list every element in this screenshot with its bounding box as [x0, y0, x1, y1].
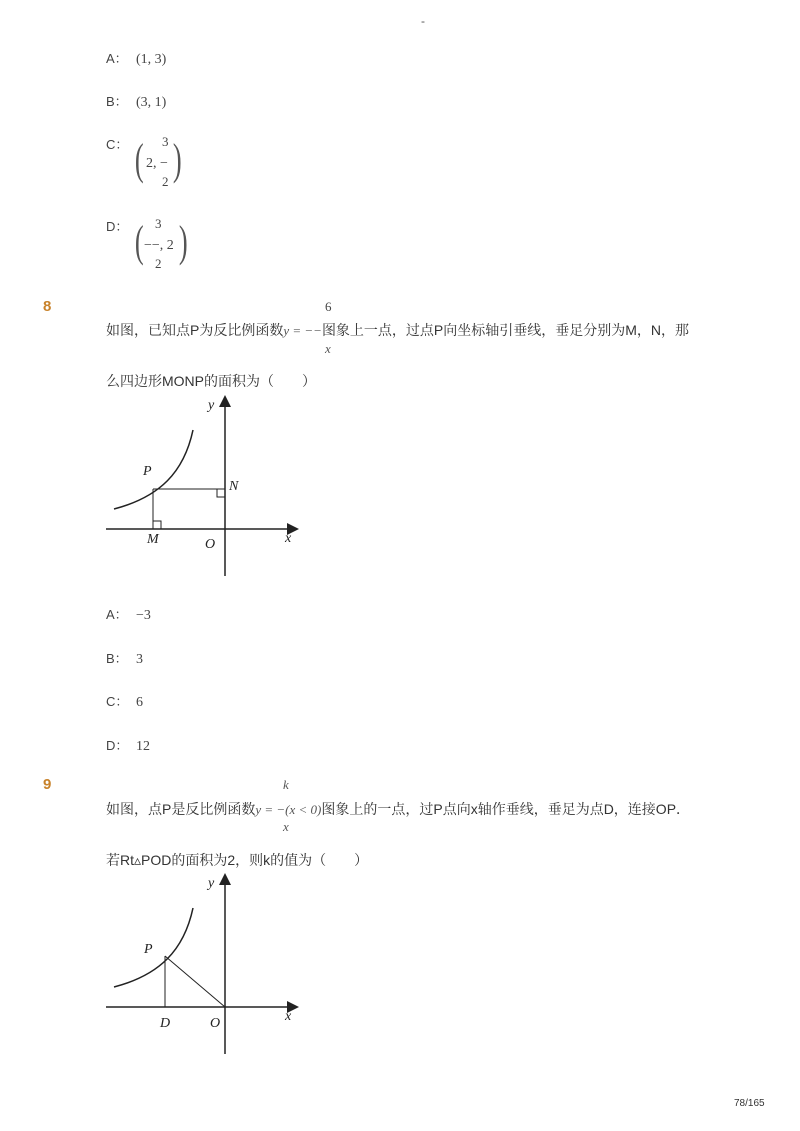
q9-text-prefix: 如图，点P是反比例函数 — [106, 801, 256, 817]
option-a-prev[interactable] — [106, 48, 166, 68]
q9-fraction-denominator: x — [283, 819, 289, 834]
label-m: M — [147, 532, 159, 547]
q8-option-d[interactable] — [106, 735, 150, 755]
q9-text-suffix: 图象上的一点，过P点向x轴作垂线，垂足为点D，连接OP． — [321, 801, 691, 817]
page-number: 78/165 — [734, 1098, 765, 1109]
option-letter: D： — [106, 738, 129, 753]
q8-fraction-denominator: x — [325, 341, 331, 356]
q9-text-line1 — [106, 799, 690, 819]
label-n: N — [229, 479, 239, 494]
option-letter: A： — [106, 607, 128, 622]
label-y: y — [208, 876, 215, 891]
q8-figure — [100, 392, 300, 578]
fraction-numerator: 3 — [155, 216, 162, 231]
option-value: −3 — [136, 608, 151, 623]
fraction-denominator: 2 — [162, 174, 169, 189]
option-letter: A： — [106, 51, 128, 66]
label-x: x — [285, 531, 292, 546]
q8-fraction-numerator: 6 — [325, 299, 332, 314]
option-b-prev[interactable] — [106, 91, 166, 111]
option-d-prev[interactable] — [106, 216, 226, 276]
left-paren-glyph: ( — [134, 135, 144, 184]
q8-text-line2: 么四边形MONP的面积为（ ） — [106, 373, 316, 389]
option-value: 6 — [136, 695, 143, 710]
q9-text-line2: 若Rt▵POD的面积为2，则k的值为（ ） — [106, 852, 369, 868]
right-paren-glyph: ) — [172, 135, 182, 184]
q9-formula: y = −(x < 0) — [255, 802, 322, 817]
q8-formula: y = −− — [283, 323, 322, 338]
option-value: (3, 1) — [136, 95, 167, 110]
label-x: x — [285, 1009, 292, 1024]
option-value: 12 — [136, 739, 150, 754]
label-p: P — [143, 464, 152, 479]
label-o: O — [210, 1016, 221, 1031]
q8-option-c[interactable] — [106, 691, 143, 711]
option-value: −−, 2 — [144, 238, 174, 253]
q8-text-suffix: 图象上一点，过点P向坐标轴引垂线，垂足分别为M，N，那 — [321, 322, 690, 338]
question-number-9: 9 — [43, 776, 52, 793]
hyperbola-curve — [114, 908, 193, 987]
label-d: D — [160, 1016, 171, 1031]
q9-figure — [100, 870, 300, 1056]
option-letter: C： — [106, 694, 129, 709]
question-number-8: 8 — [43, 298, 52, 315]
segment-op — [165, 956, 225, 1007]
q8-option-a[interactable] — [106, 604, 151, 624]
label-y: y — [208, 398, 215, 413]
option-letter: C： — [106, 137, 129, 152]
q8-text-prefix: 如图，已知点P为反比例函数 — [106, 322, 284, 338]
option-letter: D： — [106, 219, 129, 234]
fraction-numerator: 3 — [162, 134, 169, 149]
option-c-prev[interactable] — [106, 134, 226, 194]
right-paren-glyph: ) — [178, 217, 188, 266]
option-letter: B： — [106, 651, 128, 666]
label-o: O — [205, 537, 216, 552]
option-letter: B： — [106, 94, 128, 109]
q8-text-line1 — [106, 320, 689, 340]
right-angle-mark-m — [153, 521, 161, 529]
q8-option-b[interactable] — [106, 648, 143, 668]
option-value: 2, − — [146, 156, 168, 171]
option-value: (1, 3) — [136, 52, 167, 67]
right-angle-mark-n — [217, 489, 225, 497]
header-mark: - — [421, 14, 425, 28]
left-paren-glyph: ( — [134, 217, 144, 266]
q9-fraction-numerator: k — [283, 777, 289, 792]
fraction-denominator: 2 — [155, 256, 162, 271]
option-value: 3 — [136, 652, 143, 667]
label-p: P — [144, 942, 153, 957]
